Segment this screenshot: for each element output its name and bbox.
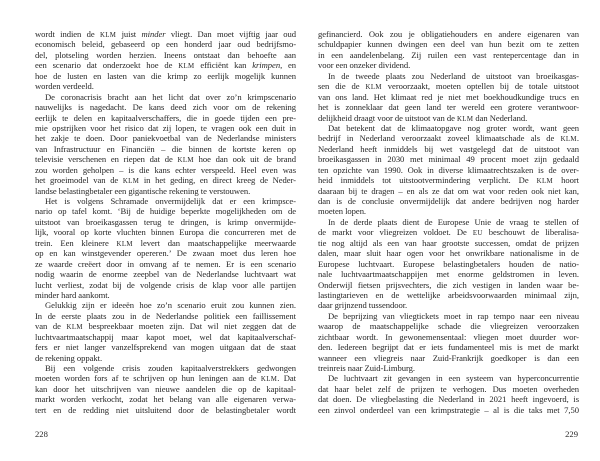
text-line: lijk, vooral op korte vluchten binnen Europa die concurreren met de [35,227,296,238]
text-line: In de derde plaats dient de Europese Unie de vraag te stellen of [328,216,579,227]
page-number-right: 229 [565,429,578,439]
paragraph [35,196,296,300]
small-caps-term: KLM [99,32,117,39]
text-line: De beprijzing van vliegtickets moet in rap tempo naar een niveau [328,310,579,321]
text-line: In de tweede plaats zou Nederland de uitstoot van broeikasgas- [328,70,579,81]
text-line: De luchtvaart zit gevangen in een systeem van hyperconcurrentie [328,373,579,384]
text-line: minder hard aankomt. [35,289,110,300]
text-line: het groeimodel van de KLM in het geding, en direct kreeg de Neder- [35,175,296,186]
text-line: van de KLM bespreekbaar moeten zijn. Dat wil niet zeggen dat de [35,321,297,332]
small-caps-term: KLM [456,115,474,123]
text-line: wanneer een vliegreis naar Zuid-Frankrijk goedkoper is dan een [318,352,579,363]
text-line: het is zonneklaar dat geen land ter wereld een grotere verantwoor- [318,102,579,113]
text-line: economisch beleid, gebaseerd op een honderd jaar oud bedrijfsmo- [35,39,296,50]
paragraph [318,29,579,71]
text-line: trein. Een kleinere KLM levert dan maatschappelijke meerwaarde [35,237,296,248]
text-line: wordt indien de KLM juist minder vliegt. Dan moet vijftig jaar oud [35,29,296,39]
text-line: kan door het uitschrijven van nieuwe aandelen die op de kapitaal- [35,383,296,394]
small-caps-term: KLM [122,178,140,186]
text-line: nodig waarin de enorme zeepbel van de Nederlandse luchtvaart wat [35,269,296,280]
text-line: Dat betekent dat de klimaatopgave nog groter wordt, want geen [328,122,579,133]
text-line: De coronacrisis bracht aan het licht dat over zo’n krimpscenario [45,91,296,102]
text-line: tie nog altijd als een van haar grootste successen, omdat de prijzen [318,237,579,248]
small-caps-term: EU [472,230,483,238]
text-line: Europese luchtvaart. Europese belastingbetalers houden de natio- [318,258,579,269]
text-line: moeten worden fors af te schrijven op hun leningen aan de KLM. Dat [35,373,296,384]
small-caps-term: KLM [66,324,83,332]
text-line: waarop de maatschappelijke schade die vliegreizen veroorzaken [318,321,579,332]
text-line: bedrijf in Nederland veroorzaakt zoveel klimaatschade als de KLM. [318,133,579,144]
text-line: treinreis naar Zuid-Limburg. [318,363,416,373]
small-caps-term: KLM [536,178,553,186]
text-line: van Infrastructuur en Financiën – die binnen de kortste keren op [35,143,296,154]
text-line: in een aandelenbelang. Zij ruilen een vast rentepercentage dan in [318,49,579,60]
paragraph [35,300,296,363]
paragraph [318,311,579,374]
text-line: lucht verliest, zodat bij de volgende crisis de klap voor alle partijen [35,279,296,290]
page-right-text-column [318,29,579,415]
text-line: hoe de lusten en lasten van die krimp zo eerlijk mogelijk kunnen [35,70,296,81]
text-line: van ons land. Het klimaat red je niet met boekhoudkundige trucs en [318,91,579,102]
text-line: Gelukkig zijn er ideeën hoe zo’n scenario eruit zou kunnen zien. [45,300,296,311]
paragraph [318,123,579,217]
page-left-text-column [35,29,296,415]
text-line: landse belastingbetaler een gigantische rekening te verstouwen. [35,185,251,196]
text-line: schuldpapier kunnen dwingen een deel van hun bezit om te zetten [318,39,579,50]
small-caps-term: KLM [116,240,133,248]
text-line: ze waarde creëert door in omvang af te nemen. Er is een scenario [35,258,296,269]
text-line: dalen, maar sluit haar ogen voor het onwrikbare nationalisme in de [318,248,579,259]
paragraph [318,217,579,311]
text-line: den. Iedereen begrijpt dat er iets fundamenteel mis is met de markt [318,342,579,353]
text-line: ten opzichte van 1990. Ook in diverse klimaatrechtszaken is de over- [318,164,579,175]
text-line: daar grijnzend tussendoor. [318,300,408,311]
text-line: televisie verschenen en riepen dat de KLM hoe dan ook uit de brand [35,154,296,165]
text-line: zichtbaar wordt. In gewonemensentaal: vliegen moet duurder wor- [318,331,579,342]
small-caps-term: KLM [177,157,194,165]
text-line: nauwelijks is nagedacht. De kans deed zich voor om de rekening [35,102,296,113]
text-line: op en kan winstgevender opereren.’ De zwaan moet dus leren hoe [35,248,296,259]
text-line: delijkheid draagt voor de uitstoot van de KLM dan Nederland. [318,112,528,123]
text-line: Bij een volgende crisis zouden kapitaalverstrekkers gedwongen [45,363,296,373]
text-line: uitstoot van broeikasgassen terug te dringen, is krimp onvermijde- [35,216,296,227]
text-line: dat haar belet zelf de prijzen te verhogen. Dus moeten overheden [318,383,579,394]
text-line: dat doen. De vliegbelasting die Nederland in 2021 heeft ingevoerd, is [318,394,579,405]
text-line: een zinvol onderdeel van een krimpstrategie – al is die taks met 7,50 [318,404,579,415]
paragraph [35,92,296,196]
small-caps-term: KLM [560,136,577,144]
text-line: sen die de KLM veroorzaakt, moeten optellen bij de totale uitstoot [318,81,579,92]
paragraph [318,373,579,415]
text-line: nale luchtvaartmaatschappijen met enorme geldstromen in leven. [318,269,579,280]
paragraph [318,71,579,123]
text-line: moeten lopen. [318,206,367,217]
text-line: nario op tafel komt. ‘Bij de huidige beperkte mogelijkheden om de [35,206,296,217]
text-line: markt worden verkocht, zodat het belang van alle eigenaren verwa- [35,394,296,405]
text-line: luchtvaartmaatschappij maar kapot moet, wel dat kapitaalverschaf- [35,331,296,342]
text-line: tert en de redding niet uitsluitend door de belastingbetaler wordt [35,404,296,415]
small-caps-term: KLM [178,63,195,71]
text-line: Nederland heeft inmiddels bij wet vastgelegd dat de uitstoot van [318,143,579,154]
text-line: broeikasgassen in 2030 met minimaal 49 procent moet zijn gedaald [318,154,579,165]
text-line: het zakje te doen. Door paniekvoetbal van de Nederlandse ministers [35,133,296,144]
text-line: fers er niet langer vanzelfsprekend van mogen uitgaan dat de staat [35,342,296,353]
text-line: lastingtarieven en de wettelijke arbeidsvoorwaarden minimaal zijn, [318,289,579,300]
small-caps-term: KLM [260,376,278,384]
text-line: Onderwijl fietsen prijsvechters, die zich vestigen in landen waar be- [318,279,579,290]
text-line: mie opstrijken voor het risico dat zij lopen, te vragen ook een duit in [35,122,296,133]
text-line: daaraan bij te dragen – en als ze dat om wat voor reden ook niet kan, [318,185,579,196]
text-line: de rekening oppakt. [35,352,103,363]
text-line: dan is de conclusie onvermijdelijk dat andere bedrijven nog harder [318,196,579,206]
text-line: eerlijk te delen en kapitaalverschaffers, die in goede tijden een pre- [35,112,296,123]
text-line: gefinancierd. Ook zou je obligatiehouders en andere eigenaren van [318,29,579,39]
text-line: In de eerste plaats zou in de Nederlandse politiek een faillissement [35,310,296,321]
text-line: Het is volgens Schramade onvermijdelijk dat er een krimpsce- [45,196,296,206]
text-line: voor een onzeker dividend. [318,60,411,71]
text-line: worden verdeeld. [35,81,94,92]
small-caps-term: KLM [365,84,382,92]
text-line: de markt voor vliegreizen voldoet. De EU beschouwt de liberalisa- [318,227,579,238]
paragraph [35,29,296,92]
text-line: heid inmiddels tot uitstootvermindering verplicht. De KLM hoort [318,175,579,186]
text-line: een scenario dat onderzoekt hoe de KLM efficiënt kan krimpen, en [35,60,296,71]
page-number-left: 228 [35,429,48,439]
text-line: del, plotseling worden herzien. Ineens ontstaat dan behoefte aan [35,49,296,60]
paragraph [35,363,296,415]
text-line: zou worden geholpen – is die kans echter verspeeld. Heel even was [35,164,296,175]
